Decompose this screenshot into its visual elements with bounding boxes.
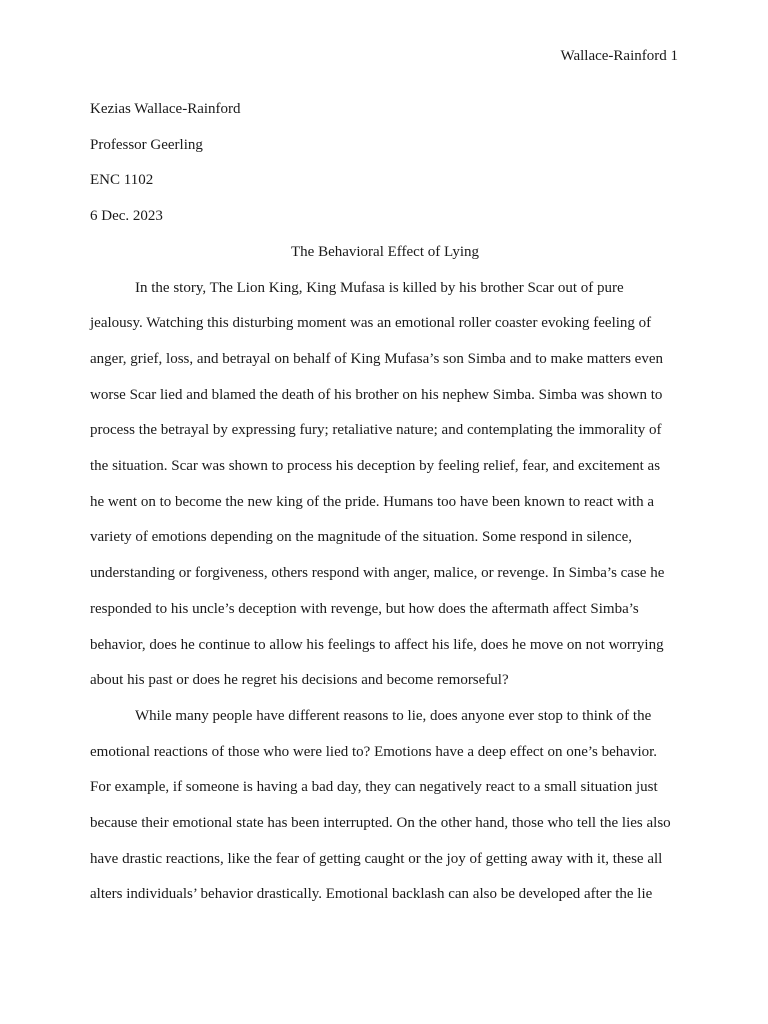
document-body [90, 92, 680, 913]
running-head: Wallace-Rainford 1 [560, 48, 678, 64]
text-line: understanding or forgiveness, others respond with anger, malice, or revenge. In Simba’s case he [90, 565, 665, 582]
document-title: The Behavioral Effect of Lying [291, 243, 479, 260]
text-line: jealousy. Watching this disturbing moment was an emotional roller coaster evoking feeling of [90, 315, 652, 332]
author-name: Kezias Wallace-Rainford [90, 101, 241, 117]
submission-date: 6 Dec. 2023 [90, 208, 163, 225]
paragraph [90, 271, 680, 699]
text-line: he went on to become the new king of the pride. Humans too have been known to react with a [90, 493, 655, 510]
text-line: process the betrayal by expressing fury; retaliative nature; and contemplating the immorality of [90, 422, 662, 439]
text-line: While many people have different reasons to lie, does anyone ever stop to think of the [135, 707, 652, 724]
text-line: For example, if someone is having a bad day, they can negatively react to a small situation just [90, 779, 658, 796]
text-line: the situation. Scar was shown to process his deception by feeling relief, fear, and excitement as [90, 458, 661, 475]
text-line: worse Scar lied and blamed the death of his brother on his nephew Simba. Simba was shown to [90, 386, 663, 403]
text-line: emotional reactions of those who were lied to? Emotions have a deep effect on one’s behavior. [90, 743, 658, 760]
text-line: anger, grief, loss, and betrayal on behalf of King Mufasa’s son Simba and to make matters even [90, 350, 663, 367]
text-line: In the story, The Lion King, King Mufasa is killed by his brother Scar out of pure [135, 279, 624, 296]
text-line: responded to his uncle’s deception with revenge, but how does the aftermath affect Simba’s [90, 600, 639, 617]
text-line: alters individuals’ behavior drastically. Emotional backlash can also be developed after the lie [90, 886, 653, 903]
course-name: ENC 1102 [90, 172, 154, 189]
text-line: because their emotional state has been interrupted. On the other hand, those who tell the lies also [90, 815, 671, 832]
instructor-name: Professor Geerling [90, 136, 203, 153]
paragraph [90, 699, 680, 913]
text-line: about his past or does he regret his decisions and become remorseful? [90, 672, 509, 689]
text-line: variety of emotions depending on the magnitude of the situation. Some respond in silence, [90, 529, 632, 546]
text-line: behavior, does he continue to allow his feelings to affect his life, does he move on not worrying [90, 636, 664, 653]
text-line: have drastic reactions, like the fear of getting caught or the joy of getting away with it, these all [90, 850, 663, 867]
